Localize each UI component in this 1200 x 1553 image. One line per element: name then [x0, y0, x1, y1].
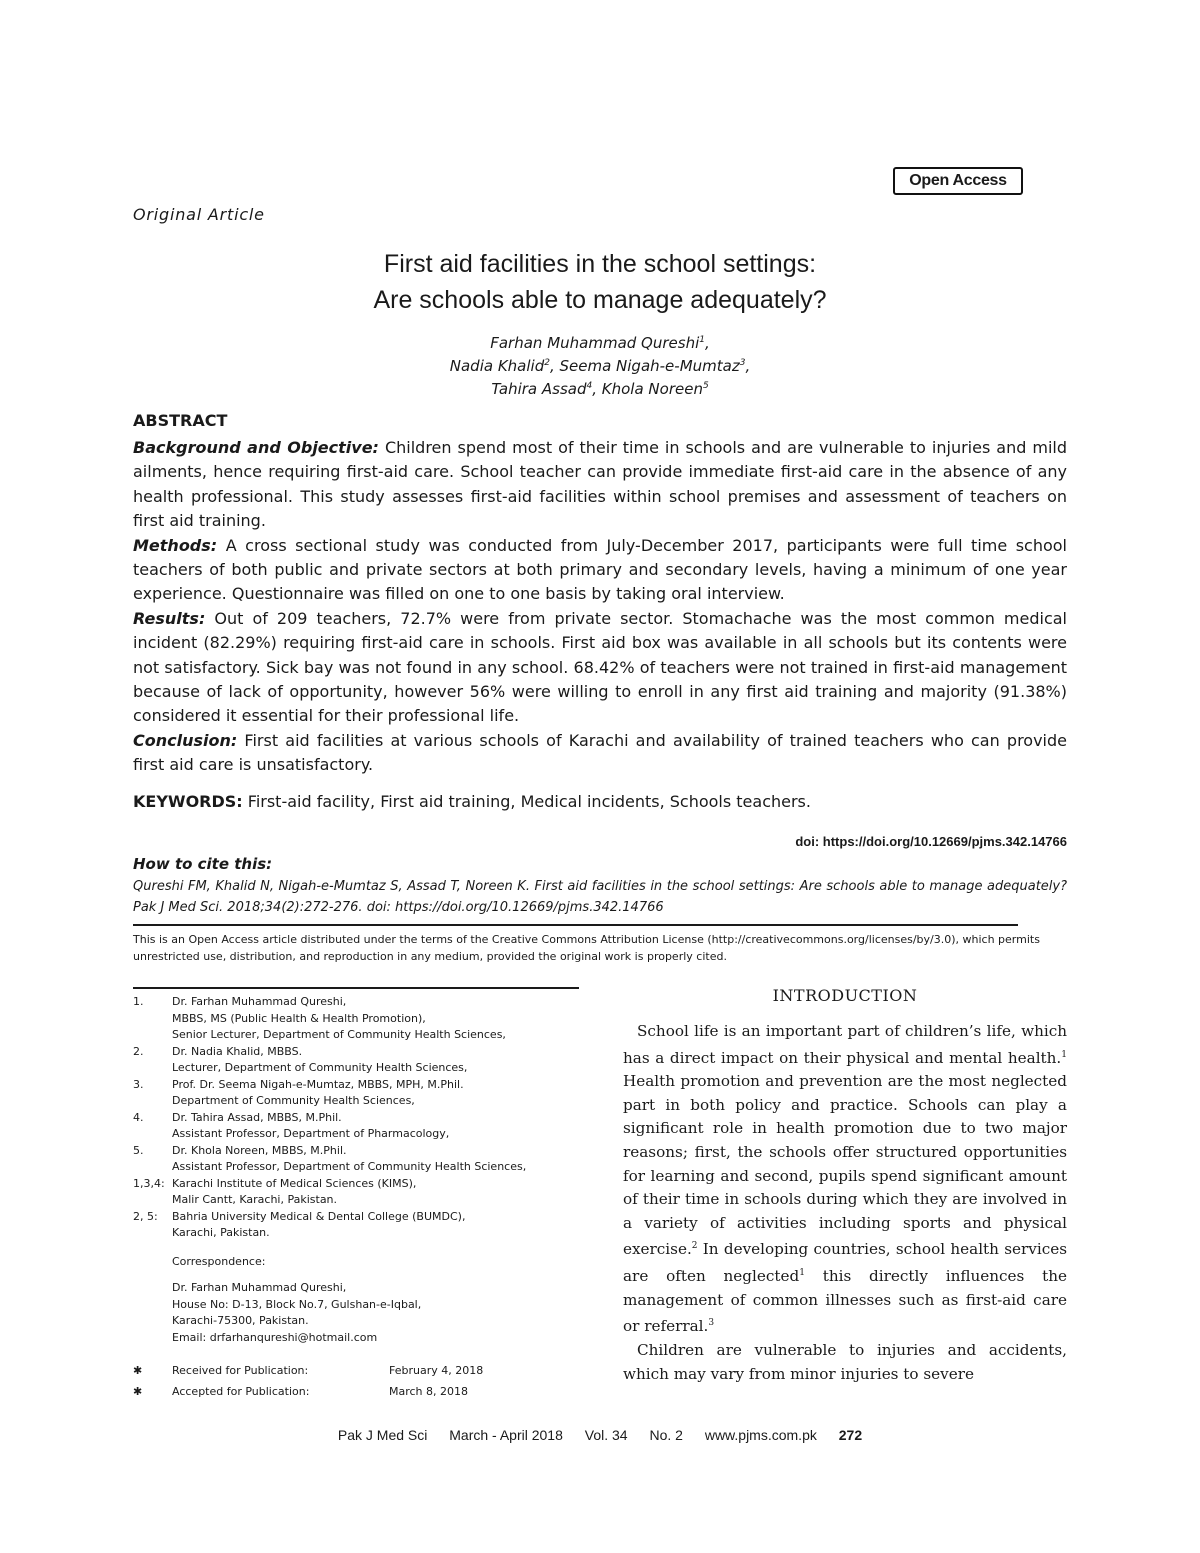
- cite-heading: How to cite this:: [133, 855, 273, 873]
- abstract-conclusion: Conclusion: First aid facilities at various schools of Karachi and availability of trained teachers who can provide first aid care is unsatisfactory.: [133, 730, 1067, 775]
- journal-number: No. 2: [649, 1427, 683, 1443]
- affiliations: [133, 994, 583, 1402]
- page-footer: [0, 1427, 1200, 1443]
- journal-website[interactable]: www.pjms.com.pk: [704, 1427, 817, 1443]
- citation-text: Qureshi FM, Khalid N, Nigah-e-Mumtaz S, Assad T, Noreen K. First aid facilities in the school settings: Are schools able to manage adequately? Pak J Med Sci. 2018;34(2):272-276. doi: https://doi.org/10.12669/pjms.342.14766: [133, 879, 1067, 915]
- article-title-line-2: Are schools able to manage adequately?: [373, 286, 827, 314]
- keywords: KEYWORDS: First-aid facility, First aid training, Medical incidents, Schools teachers.: [133, 792, 811, 811]
- publication-dates: [133, 1360, 583, 1402]
- affiliation-item: 2, 5: Bahria University Medical & Dental College (BUMDC), Karachi, Pakistan.: [133, 1209, 466, 1239]
- journal-volume: Vol. 34: [584, 1427, 628, 1443]
- affiliation-item: 1,3,4: Karachi Institute of Medical Sciences (KIMS), Malir Cantt, Karachi, Pakistan.: [133, 1176, 417, 1206]
- asterisk-icon: ✱: [133, 1364, 143, 1377]
- article-type: Original Article: [133, 205, 265, 224]
- introduction-paragraph-2: Children are vulnerable to injuries and accidents, which may vary from minor injuries to severe: [623, 1340, 1067, 1383]
- abstract-background: Background and Objective: Children spend most of their time in schools and are vulnerable to injuries and mild ailments, hence requiring first-aid care. School teacher can provide immediate first-aid care in the absence of any health professional. This study assesses first-aid facilities within school premises and assessment of teachers on first aid training.: [133, 438, 1068, 531]
- abstract-results: Results: Out of 209 teachers, 72.7% were from private sector. Stomachache was the most common medical incident (82.29%) requiring first-aid care in schools. First aid box was available in all schools but its contents were not satisfactory. Sick bay was not found in any school. 68.42% of teachers were not trained in first-aid management because of lack of opportunity, however 56% were willing to enroll in any first aid training and majority (91.38%) considered it essential for their professional life.: [133, 608, 1067, 726]
- affiliation-item: 1. Dr. Farhan Muhammad Qureshi, MBBS, MS (Public Health & Health Promotion), Senior Lecturer, Department of Community Health Sciences,: [133, 995, 506, 1041]
- affiliation-divider: [133, 987, 579, 989]
- authors-line-2: Nadia Khalid$^2$, Seema Nigah-e-Mumtaz$^3$,: [449, 357, 751, 375]
- affiliation-item: 2. Dr. Nadia Khalid, MBBS. Lecturer, Department of Community Health Sciences,: [133, 1044, 468, 1074]
- abstract-body: [133, 436, 1067, 778]
- open-access-badge: Open Access: [893, 167, 1023, 195]
- journal-issue: March - April 2018: [449, 1427, 563, 1443]
- citation-divider: [133, 924, 1018, 926]
- license-text: This is an Open Access article distributed under the terms of the Creative Commons Attribution License (http://creativecommons.org/licenses/by/3.0), which permits unrestricted use, distribution, and reproduction in any medium, provided the original work is properly cited.: [133, 933, 1040, 963]
- article-title-line-1: First aid facilities in the school settings:: [383, 250, 817, 278]
- correspondence: Correspondence: Dr. Farhan Muhammad Qureshi, House No: D-13, Block No.7, Gulshan-e-Iqbal, Karachi-75300, Pakistan. Email: drfarhanqureshi@hotmail.com: [133, 1254, 583, 1347]
- asterisk-icon: ✱: [133, 1385, 143, 1398]
- affiliation-item: 4. Dr. Tahira Assad, MBBS, M.Phil. Assistant Professor, Department of Pharmacology,: [133, 1110, 450, 1140]
- authors-line-1: Farhan Muhammad Qureshi$^1$,: [490, 334, 710, 352]
- journal-name: Pak J Med Sci: [337, 1427, 428, 1443]
- abstract-heading: ABSTRACT: [133, 411, 228, 430]
- introduction-body: [623, 1020, 1067, 1386]
- authors-line-3: Tahira Assad$^4$, Khola Noreen$^5$: [491, 380, 709, 398]
- abstract-methods: Methods: A cross sectional study was conducted from July-December 2017, participants were full time school teachers of both public and private sectors at both primary and secondary levels, having a minimum of one year experience. Questionnaire was filled on one to one basis by taking oral interview.: [133, 535, 1067, 604]
- introduction-paragraph-1: School life is an important part of children’s life, which has a direct impact on their physical and mental health.$^1$ Health promotion and prevention are the most neglected part in both policy and practice. Schools can play a significant role in health promotion due to two major reasons; first, the schools offer structured opportunities for learning and second, pupils spend significant amount of their time in schools during which they are involved in a variety of activities including sports and physical exercise.$^2$ In developing countries, school health services are often neglected$^1$ this directly influences the management of common illnesses such as first-aid care or referral.$^3$: [623, 1022, 1067, 1336]
- correspondence-label: Correspondence:: [172, 1254, 266, 1268]
- received-date: ✱ Received for Publication: February 4, 2018: [133, 1360, 583, 1381]
- doi-link[interactable]: doi: https://doi.org/10.12669/pjms.342.14766: [795, 834, 1067, 849]
- correspondence-email[interactable]: Email: drfarhanqureshi@hotmail.com: [172, 1330, 378, 1344]
- affiliation-item: 3. Prof. Dr. Seema Nigah-e-Mumtaz, MBBS, MPH, M.Phil. Department of Community Health Sciences,: [133, 1077, 464, 1107]
- introduction-heading: INTRODUCTION: [772, 986, 918, 1005]
- affiliation-item: 5. Dr. Khola Noreen, MBBS, M.Phil. Assistant Professor, Department of Community Health Sciences,: [133, 1143, 527, 1173]
- accepted-date: ✱ Accepted for Publication: March 8, 2018: [133, 1381, 583, 1402]
- page-number: 272: [838, 1427, 863, 1443]
